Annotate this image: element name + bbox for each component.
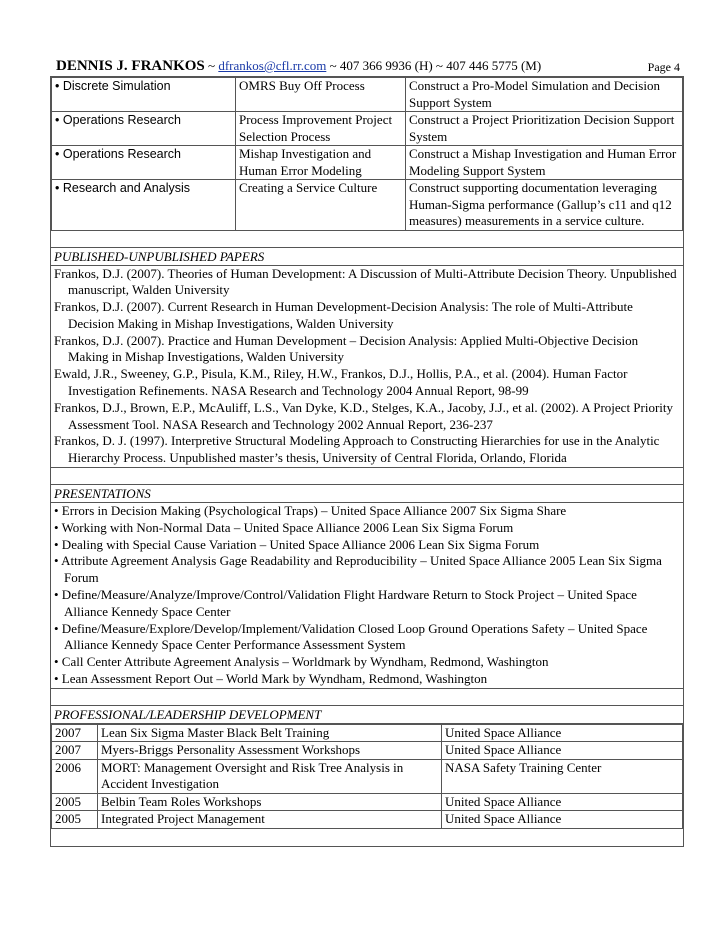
section-spacer: [51, 231, 683, 248]
header-separator: ~: [204, 58, 219, 73]
dev-course: Belbin Team Roles Workshops: [98, 793, 442, 811]
list-item: • Call Center Attribute Agreement Analysis – Worldmark by Wyndham, Redmond, Washington: [54, 654, 549, 670]
project-area: • Research and Analysis: [52, 180, 236, 231]
project-result: Construct a Pro-Model Simulation and Decision Support System: [406, 78, 683, 112]
development-table: [51, 724, 683, 829]
section-spacer: [51, 688, 683, 706]
table-row: [52, 78, 683, 112]
dev-org: United Space Alliance: [442, 742, 683, 760]
table-row: [52, 759, 683, 793]
list-item: Ewald, J.R., Sweeney, G.P., Pisula, K.M., Riley, H.W., Frankos, D.J., Hollis, P.A., et al. (2004). Human Factor Investigation Refinements. NASA Research and Technology 2004 Annual Report, 98-99: [54, 366, 628, 399]
development-section: [51, 706, 683, 829]
dev-org: NASA Safety Training Center: [442, 759, 683, 793]
page-number: Page 4: [647, 60, 680, 74]
table-row: [52, 793, 683, 811]
section-spacer: [51, 829, 683, 846]
project-result: Construct supporting documentation leveraging Human-Sigma performance (Gallup’s c11 and q12 measures) measurements in a service culture.: [406, 180, 683, 231]
page-header: [56, 58, 680, 75]
dev-course: Myers-Briggs Personality Assessment Workshops: [98, 742, 442, 760]
dev-course: Lean Six Sigma Master Black Belt Training: [98, 724, 442, 742]
phone-numbers: ~ 407 366 9936 (H) ~ 407 446 5775 (M): [326, 58, 542, 73]
list-item: • Define/Measure/Analyze/Improve/Control/Validation Flight Hardware Return to Stock Project – United Space Alliance Kennedy Space Center: [54, 587, 637, 619]
project-area: • Operations Research: [52, 146, 236, 180]
section-title: PROFESSIONAL/LEADERSHIP DEVELOPMENT: [51, 706, 683, 724]
papers-list: [51, 266, 683, 468]
dev-year: 2005: [52, 811, 98, 829]
table-row: [52, 146, 683, 180]
section-title: PUBLISHED-UNPUBLISHED PAPERS: [51, 248, 683, 266]
table-row: [52, 180, 683, 231]
section-title: PRESENTATIONS: [51, 485, 683, 503]
list-item: • Working with Non-Normal Data – United Space Alliance 2006 Lean Six Sigma Forum: [54, 519, 514, 535]
project-area: • Operations Research: [52, 112, 236, 146]
list-item: • Attribute Agreement Analysis Gage Readability and Reproducibility – United Space Alliance 2005 Lean Six Sigma Forum: [54, 553, 662, 586]
dev-course: Integrated Project Management: [98, 811, 442, 829]
list-item: Frankos, D.J. (2007). Current Research in Human Development-Decision Analysis: The role of Multi-Attribute Decision Making in Mishap Investigations, Walden University: [54, 299, 633, 331]
email-link[interactable]: dfrankos@cfl.rr.com: [218, 58, 327, 73]
table-row: [52, 724, 683, 742]
dev-year: 2006: [52, 759, 98, 793]
dev-year: 2005: [52, 793, 98, 811]
dev-year: 2007: [52, 724, 98, 742]
dev-org: United Space Alliance: [442, 724, 683, 742]
papers-section: [51, 248, 683, 468]
list-item: • Define/Measure/Explore/Develop/Implement/Validation Closed Loop Ground Operations Safety – United Space Alliance Kennedy Space Center Performance Assessment System: [54, 620, 648, 653]
section-spacer: [51, 467, 683, 485]
dev-org: United Space Alliance: [442, 811, 683, 829]
project-result: Construct a Project Prioritization Decision Support System: [406, 112, 683, 146]
project-name: Mishap Investigation and Human Error Modeling: [236, 146, 406, 180]
list-item: Frankos, D. J. (1997). Interpretive Structural Modeling Approach to Constructing Hierarchies for use in the Analytic Hierarchy Process. Unpublished master’s thesis, University of Central Florida, Orlando, Florida: [54, 433, 660, 466]
author-name: DENNIS J. FRANKOS: [56, 58, 205, 74]
project-result: Construct a Mishap Investigation and Human Error Modeling Support System: [406, 146, 683, 180]
table-row: [52, 742, 683, 760]
project-name: Process Improvement Project Selection Process: [236, 112, 406, 146]
projects-table: [51, 77, 683, 231]
resume-frame: [50, 76, 684, 847]
list-item: • Errors in Decision Making (Psychological Traps) – United Space Alliance 2007 Six Sigma Share: [54, 503, 567, 519]
list-item: Frankos, D.J., Brown, E.P., McAuliff, L.S., Van Dyke, K.D., Stelges, K.A., Jacoby, J.J., et al. (2002). A Project Priority Assessment Tool. NASA Research and Technology 2002 Annual Report, 236-237: [54, 399, 674, 432]
presentations-section: [51, 485, 683, 688]
list-item: • Lean Assessment Report Out – World Mark by Wyndham, Redmond, Washington: [54, 671, 488, 687]
list-item: Frankos, D.J. (2007). Practice and Human Development – Decision Analysis: Applied Multi-Objective Decision Making in Mishap Investigations, Walden University: [54, 332, 639, 365]
project-name: Creating a Service Culture: [236, 180, 406, 231]
presentations-list: [51, 503, 683, 688]
project-area: • Discrete Simulation: [52, 78, 236, 112]
project-name: OMRS Buy Off Process: [236, 78, 406, 112]
dev-year: 2007: [52, 742, 98, 760]
list-item: • Dealing with Special Cause Variation – United Space Alliance 2006 Lean Six Sigma Forum: [54, 536, 540, 552]
list-item: Frankos, D.J. (2007). Theories of Human Development: A Discussion of Multi-Attribute Decision Theory. Unpublished manuscript, Walden University: [54, 265, 677, 298]
table-row: [52, 112, 683, 146]
dev-course: MORT: Management Oversight and Risk Tree Analysis in Accident Investigation: [98, 759, 442, 793]
dev-org: United Space Alliance: [442, 793, 683, 811]
table-row: [52, 811, 683, 829]
